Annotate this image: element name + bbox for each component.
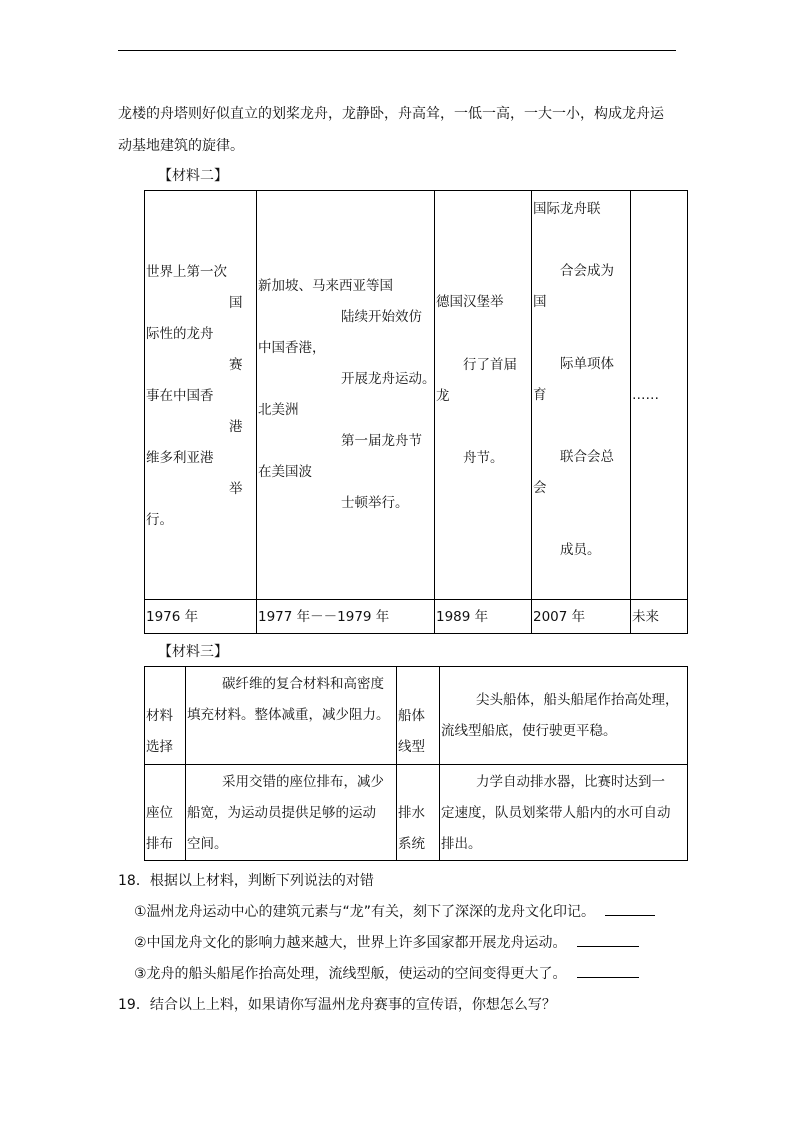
row-text: 碳纤维的复合材料和高密度 填充材料。整体减重，减少阻力。: [186, 667, 397, 765]
question-18: 18．根据以上材料，判断下列说法的对错: [118, 873, 374, 889]
event-2007: 国际龙舟联 合会成为 国 际单项体 育 联合会总 会 成员。: [532, 191, 631, 600]
row-text: 采用交错的座位排布，减少 船宽，为运动员提供足够的运动 空间。: [186, 765, 397, 861]
row-header: 材料 选择: [145, 667, 186, 765]
event-future: ……: [631, 191, 688, 600]
row-header: 座位 排布: [145, 765, 186, 861]
material2-label: 【材料二】: [158, 168, 228, 184]
year-cell: 1977 年－－1979 年: [257, 600, 435, 634]
answer-blank-1[interactable]: [605, 901, 655, 916]
header-rule: [118, 50, 676, 51]
year-cell: 2007 年: [532, 600, 631, 634]
statement-2: ②中国龙舟文化的影响力越来越大，世界上许多国家都开展龙舟运动。: [134, 932, 639, 952]
intro-line-1: 龙楼的舟塔则好似直立的划桨龙舟，龙静卧，舟高耸，一低一高，一大一小，构成龙舟运: [118, 106, 664, 122]
event-1977-1979: 新加坡、马来西亚等国 陆续开始效仿 中国香港， 开展龙舟运动。 北美洲 第一届龙舟节 在美国波 士顿举行。: [257, 191, 435, 600]
statement-3: ③龙舟的船头船尾作抬高处理，流线型舨，使运动的空间变得更大了。: [134, 963, 639, 983]
row-header: 船体 线型: [397, 667, 440, 765]
material3-table: [144, 666, 688, 861]
intro-line-2: 动基地建筑的旋律。: [118, 138, 244, 154]
statement-1: ①温州龙舟运动中心的建筑元素与“龙”有关，刻下了深深的龙舟文化印记。: [134, 901, 655, 921]
material2-table: [144, 190, 688, 634]
material3-label: 【材料三】: [158, 644, 228, 660]
event-1989: 德国汉堡举 行了首届 龙 舟节。: [435, 191, 532, 600]
year-cell: 未来: [631, 600, 688, 634]
year-cell: 1989 年: [435, 600, 532, 634]
row-text: 尖头船体，船头船尾作抬高处理， 流线型船底，使行驶更平稳。: [440, 667, 688, 765]
answer-blank-2[interactable]: [577, 932, 639, 947]
row-header: 排水 系统: [397, 765, 440, 861]
question-19: 19．结合以上上料，如果请你写温州龙舟赛事的宣传语，你想怎么写？: [118, 997, 556, 1013]
row-text: 力学自动排水器，比赛时达到一 定速度，队员划桨带人船内的水可自动 排出。: [440, 765, 688, 861]
year-cell: 1976 年: [145, 600, 257, 634]
event-1976: 世界上第一次 国 际性的龙舟 赛 事在中国香 港 维多利亚港 举 行。: [145, 191, 257, 600]
answer-blank-3[interactable]: [577, 963, 639, 978]
